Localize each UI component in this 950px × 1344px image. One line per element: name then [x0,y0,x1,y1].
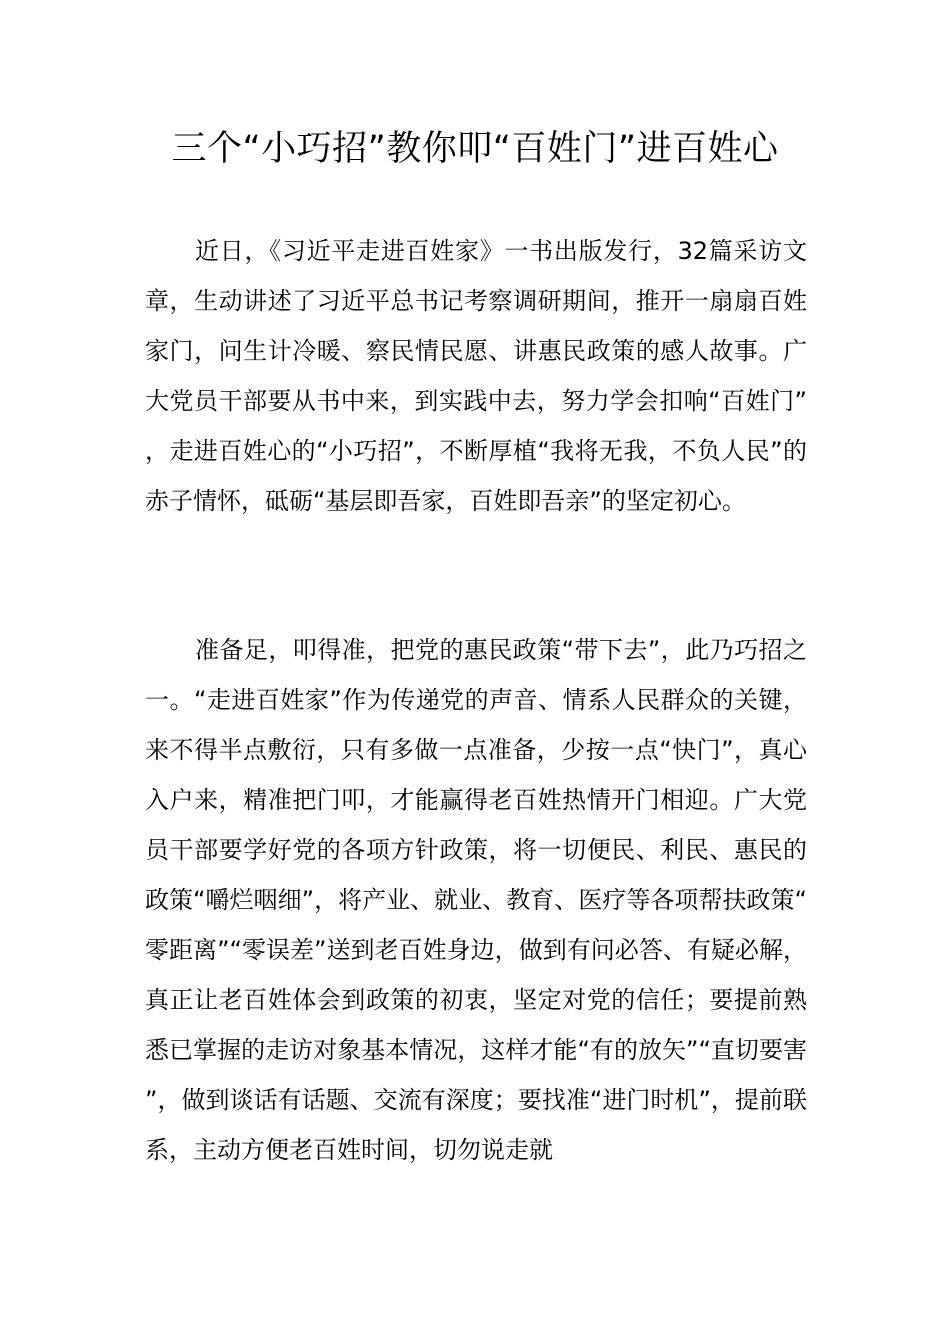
paragraph-intro: 近日，《习近平走进百姓家》一书出版发行，32篇采访文章，生动讲述了习近平总书记考察调研期间，推开一扇扇百姓家门，问生计冷暖、察民情民愿、讲惠民政策的感人故事。广大党员干部要从书中来，到实践中去，努力学会扣响“百姓门”，走进百姓心的“小巧招”，不断厚植“我将无我，不负人民”的赤子情怀，砥砺“基层即吾家，百姓即吾亲”的坚定初心。 [145,237,807,515]
paragraph-tip-one: 准备足，叩得准，把党的惠民政策“带下去”，此乃巧招之一。“走进百姓家”作为传递党的声音、情系人民群众的关键，来不得半点敷衍，只有多做一点准备，少按一点“快门”，真心入户来，精准把门叩，才能赢得老百姓热情开门相迎。广大党员干部要学好党的各项方针政策，将一切便民、利民、惠民的政策“嚼烂咽细”，将产业、就业、教育、医疗等各项帮扶政策“零距离”“零误差”送到老百姓身边，做到有问必答、有疑必解，真正让老百姓体会到政策的初衷，坚定对党的信任；要提前熟悉已掌握的走访对象基本情况，这样才能“有的放矢”“直切要害”，做到谈话有话题、交流有深度；要找准“进门时机”，提前联系，主动方便老百姓时间，切勿说走就 [145,636,807,1164]
document-title: 三个“小巧招”教你叩“百姓门”进百姓心 [171,129,779,169]
